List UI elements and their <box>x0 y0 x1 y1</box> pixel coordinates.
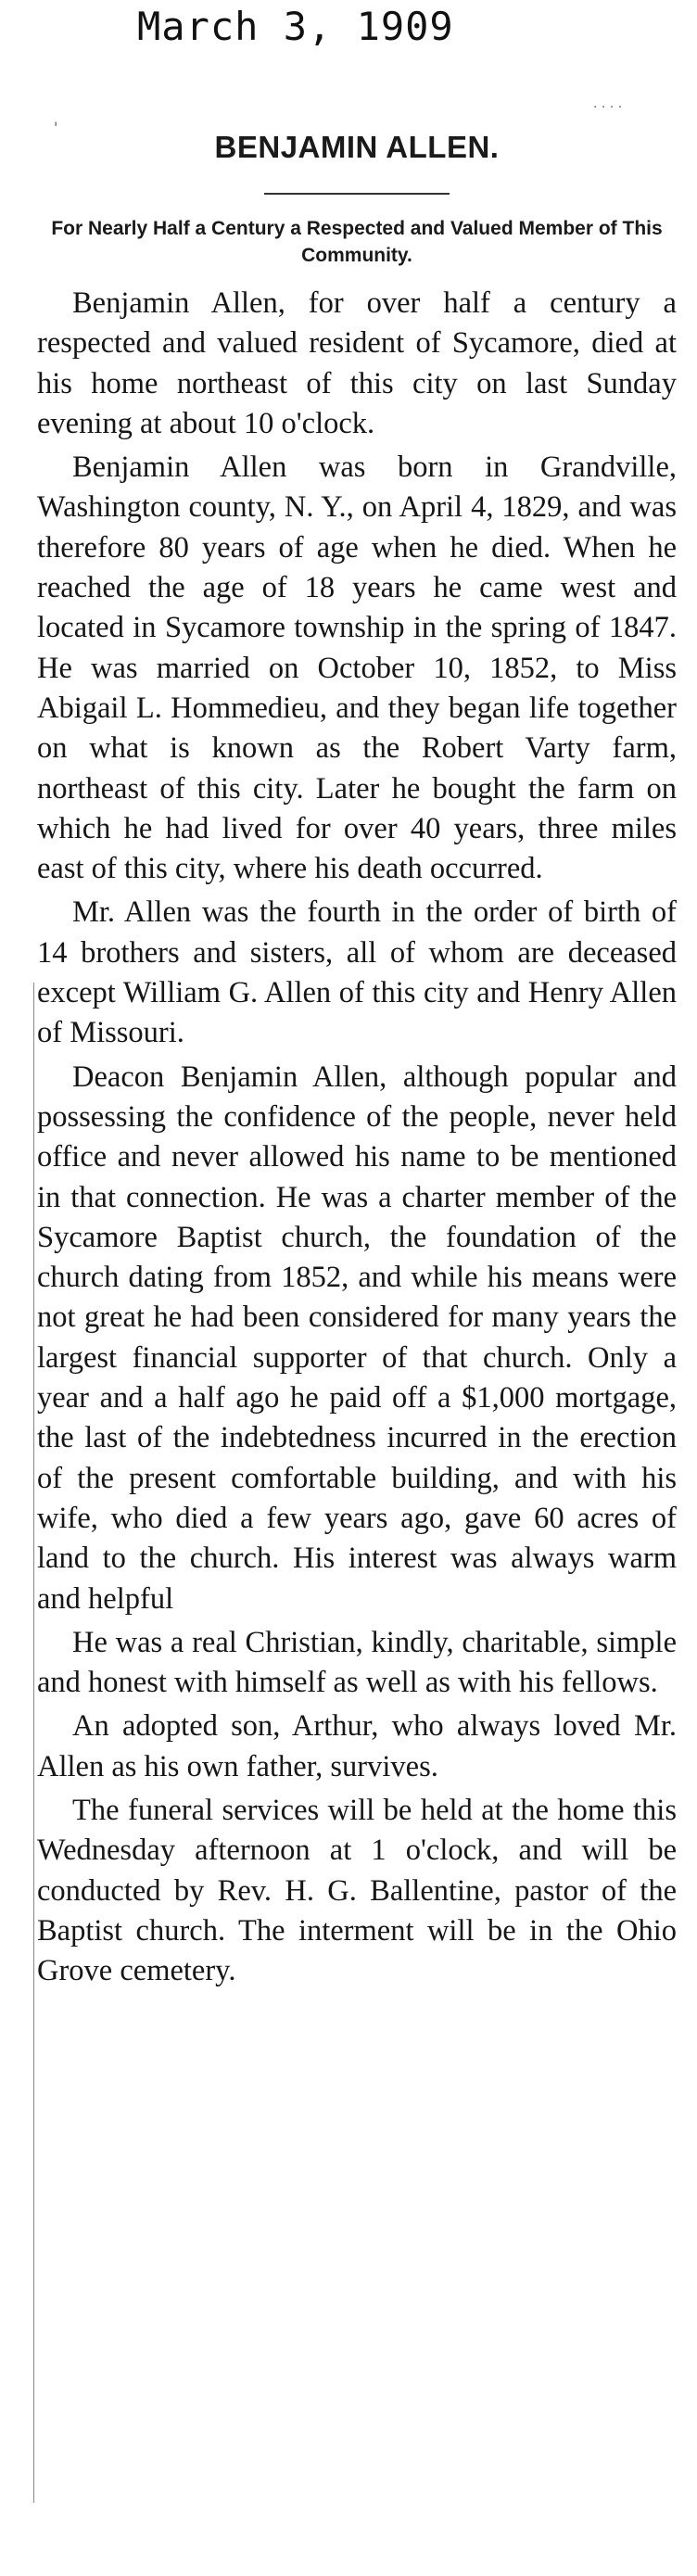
article-paragraph: Benjamin Allen, for over half a century a respected and valued resident of Sycamore, died at his home northeast of this city on last Sunday evening at about 10 o'clock. <box>37 286 677 440</box>
headline-divider <box>264 193 450 195</box>
scan-speck: ' <box>54 119 58 136</box>
article-paragraph: An adopted son, Arthur, who always loved Mr. Allen as his own father, survives. <box>37 1709 677 1783</box>
article-paragraph: Benjamin Allen was born in Grandville, Washington county, N. Y., on April 4, 1829, and was therefore 80 years of age when he died. When he reached the age of 18 years he came west and located in Sycamore township in the spring of 1847. He was married on October 10, 1852, to Miss Abigail L. Hommedieu, and they began life together on what is known as the Robert Varty farm, northeast of this city. Later he bought the farm on which he had lived for over 40 years, three miles east of this city, where his death occurred. <box>37 450 677 886</box>
article-paragraph: Deacon Benjamin Allen, although popular and possessing the confidence of the people, never held office and never allowed his name to be mentioned in that connection. He was a charter member of the Sycamore Baptist church, the foundation of the church dating from 1852, and while his means were not great he had been considered for many years the largest financial supporter of that church. Only a year and a half ago he paid off a $1,000 mortgage, the last of the indebtedness incurred in the erection of the present comfortable building, and with his wife, who died a few years ago, gave 60 acres of land to the church. His interest was always warm and helpful <box>37 1060 677 1616</box>
article-body <box>37 284 677 1991</box>
column-edge-rule <box>33 983 34 2503</box>
article-paragraph: Mr. Allen was the fourth in the order of birth of 14 brothers and sisters, all of whom are deceased except William G. Allen of this city and Henry Allen of Missouri. <box>37 895 677 1050</box>
date-annotation: March 3, 1909 <box>137 4 454 49</box>
article-headline: BENJAMIN ALLEN. <box>214 130 500 164</box>
article-paragraph: The funeral services will be held at the home this Wednesday afternoon at 1 o'clock, and will be conducted by Rev. H. G. Ballentine, pastor of the Baptist church. The interment will be in the Ohio Grove cemetery. <box>37 1793 677 1988</box>
article-paragraph: He was a real Christian, kindly, charitable, simple and honest with himself as well as with his fellows. <box>37 1625 677 1700</box>
article-subheading: For Nearly Half a Century a Respected and Valued Member of This Community. <box>51 218 663 266</box>
newspaper-clipping <box>37 83 677 1995</box>
scan-speck: · · · · <box>593 100 623 115</box>
